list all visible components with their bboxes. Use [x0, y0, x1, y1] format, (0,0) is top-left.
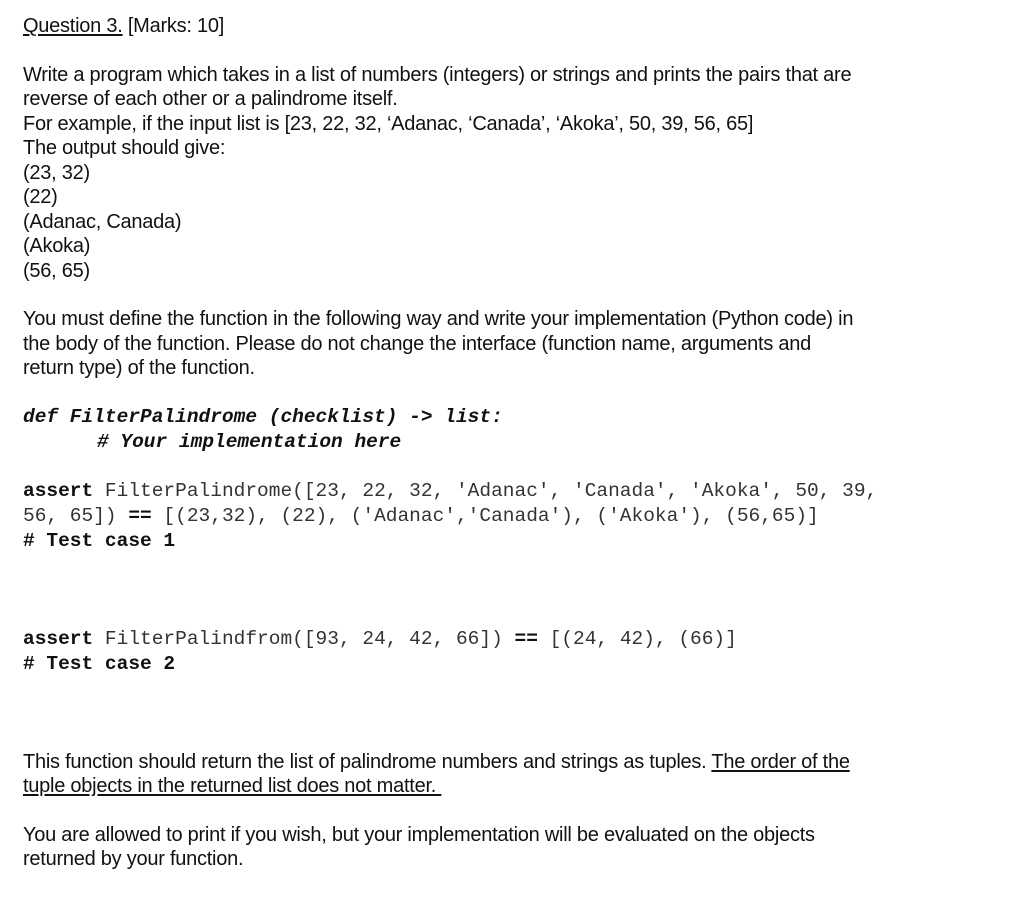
closing-line-2 [23, 774, 1013, 799]
question-header [23, 14, 1013, 39]
output-item: (Adanac, Canada) [23, 210, 182, 233]
test-case-2-label: # Test case 2 [23, 652, 176, 675]
intro-line-3: For example, if the input list is [23, 22, 32, ‘Adanac, ‘Canada’, ‘Akoka’, 50, 39, 56, 65] [23, 112, 754, 135]
test-case-2-line: assert FilterPalindfrom([93, 24, 42, 66]) == [(24, 42), (66)] [23, 627, 737, 650]
question-document [23, 14, 1013, 872]
intro-line-1: Write a program which takes in a list of numbers (integers) or strings and prints the pairs that are [23, 63, 852, 86]
instructions-line-2: the body of the function. Please do not change the interface (function name, arguments and [23, 332, 812, 355]
instructions-line-3: return type) of the function. [23, 357, 255, 379]
assert-keyword: assert [23, 479, 94, 502]
equals-operator: == [514, 627, 538, 650]
test-case-1-label: # Test case 1 [23, 529, 176, 552]
instructions-line-1: You must define the function in the following way and write your implementation (Python code) in [23, 308, 854, 330]
order-note: The order of the [711, 750, 850, 773]
test-case-1-line-2: 56, 65]) == [(23,32), (22), ('Adanac','Canada'), ('Akoka'), (56,65)] [23, 504, 819, 527]
output-item: (56, 65) [23, 259, 90, 282]
order-note-cont: tuple objects in the returned list does not matter. [23, 775, 442, 797]
assert-keyword: assert [23, 627, 94, 650]
intro-line-4: The output should give: [23, 137, 226, 159]
question-number: Question 3. [23, 15, 123, 37]
implementation-comment: # Your implementation here [97, 430, 402, 453]
output-item: (Akoka) [23, 235, 91, 257]
equals-operator: == [128, 504, 152, 527]
function-signature: def FilterPalindrome (checklist) -> list: [23, 405, 503, 428]
closing-line-4: returned by your function. [23, 848, 244, 870]
closing-line-1: This function should return the list of palindrome numbers and strings as tuples. The order of the [23, 750, 850, 773]
intro-line-2: reverse of each other or a palindrome itself. [23, 88, 398, 110]
question-marks: [Marks: 10] [122, 15, 225, 37]
output-item: (22) [23, 186, 58, 208]
output-item: (23, 32) [23, 161, 90, 184]
test-case-1-line-1: assert FilterPalindrome([23, 22, 32, 'Adanac', 'Canada', 'Akoka', 50, 39, [23, 479, 878, 502]
closing-line-3: You are allowed to print if you wish, but your implementation will be evaluated on the objects [23, 823, 815, 846]
